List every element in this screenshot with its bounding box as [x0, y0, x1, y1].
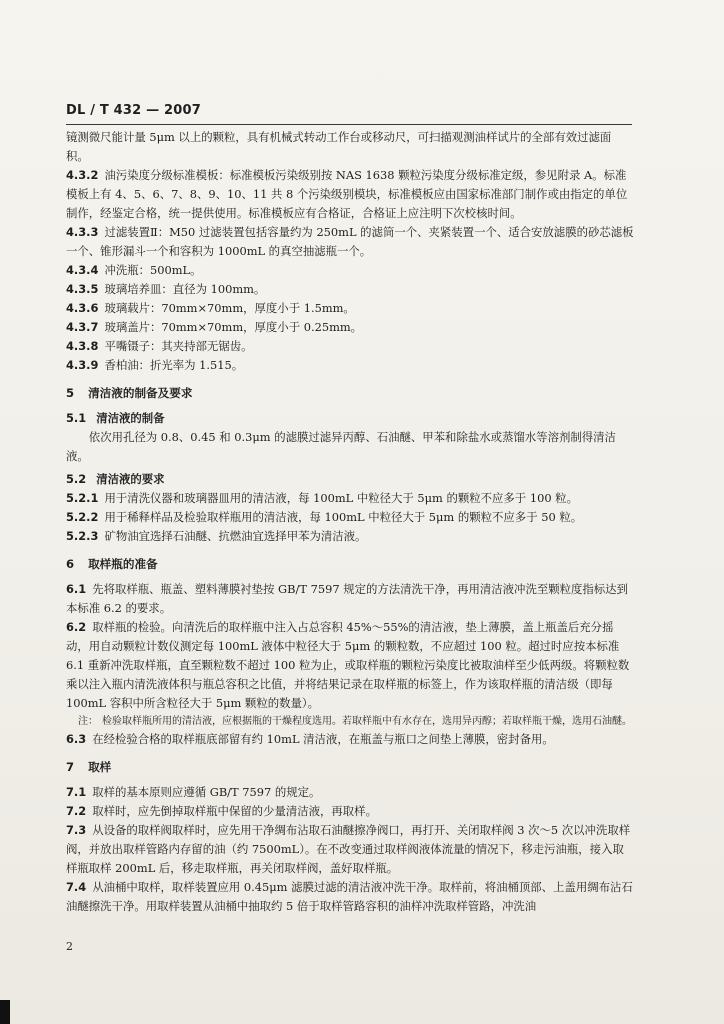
clause-4-3-7 — [66, 318, 634, 337]
clause-text: 从设备的取样阀取样时，应先用干净绸布沾取石油醚擦净阀口，再打开、关闭取样阀 3 次～5 次以冲洗取样阀，并放出取样管路内存留的油（约 7500mL）。在不改变通过取样阀液体流量的情况下，移走污油瓶，接入取样瓶取样 200mL 后，移走取样瓶，再关闭取样阀，盖好取样瓶。 — [66, 823, 631, 875]
clause-number: 7.1 — [66, 785, 87, 799]
document-body — [66, 128, 634, 916]
clause-text: 取样的基本原则应遵循 GB/T 7597 的规定。 — [92, 785, 321, 799]
clause-text: 在经检验合格的取样瓶底部留有约 10mL 清洁液，在瓶盖与瓶口之间垫上薄膜，密封备用。 — [92, 732, 554, 746]
clause-text: 玻璃载片：70mm×70mm，厚度小于 1.5mm。 — [104, 301, 355, 315]
clause-text: 平嘴镊子：其夹持部无锯齿。 — [104, 339, 253, 353]
clause-number: 7.4 — [66, 880, 87, 894]
note-label: 注： — [78, 716, 98, 727]
clause-text: 先将取样瓶、瓶盖、塑料薄膜衬垫按 GB/T 7597 规定的方法清洗干净，再用清洁液冲洗至颗粒度指标达到本标准 6.2 的要求。 — [66, 582, 628, 615]
clause-6-3 — [66, 730, 634, 749]
clause-number: 5.2.3 — [66, 529, 99, 543]
clause-number: 6.1 — [66, 582, 87, 596]
clause-4-3-2 — [66, 166, 634, 223]
clause-text: 冲洗瓶：500mL。 — [104, 263, 202, 277]
clause-4-3-5 — [66, 280, 634, 299]
clause-number: 4.3.7 — [66, 320, 99, 334]
clause-text: 玻璃盖片：70mm×70mm，厚度小于 0.25mm。 — [104, 320, 363, 334]
clause-text: 玻璃培养皿：直径为 100mm。 — [104, 282, 266, 296]
clause-number: 4.3.6 — [66, 301, 99, 315]
section-number: 6 — [66, 557, 75, 571]
section-number: 7 — [66, 760, 75, 774]
clause-5-2-2 — [66, 508, 634, 527]
section-5-heading — [66, 384, 634, 403]
clause-text: 矿物油宜选择石油醚、抗燃油宜选择甲苯为清洁液。 — [104, 529, 367, 543]
header-rule — [66, 124, 632, 125]
clause-text: 从油桶中取样，取样装置应用 0.45μm 滤膜过滤的清洁液冲洗干净。取样前，将油桶顶部、上盖用绸布沾石油醚擦洗干净。用取样装置从油桶中抽取约 5 倍于取样管路容积的油样冲洗取样管路，冲洗油 — [66, 880, 633, 913]
clause-number: 4.3.3 — [66, 225, 99, 239]
clause-5-2-heading — [66, 470, 634, 489]
section-title: 清洁液的制备及要求 — [88, 386, 193, 400]
clause-4-3-9 — [66, 356, 634, 375]
clause-number: 6.3 — [66, 732, 87, 746]
clause-number: 5.1 — [66, 411, 87, 425]
clause-number: 4.3.5 — [66, 282, 99, 296]
clause-4-3-4 — [66, 261, 634, 280]
clause-4-3-8 — [66, 337, 634, 356]
clause-7-4 — [66, 878, 634, 916]
clause-4-3-6 — [66, 299, 634, 318]
clause-7-3 — [66, 821, 634, 878]
clause-6-1 — [66, 580, 634, 618]
clause-number: 5.2.2 — [66, 510, 99, 524]
section-number: 5 — [66, 386, 75, 400]
clause-4-3-3 — [66, 223, 634, 261]
clause-text: 取样瓶的检验。向清洗后的取样瓶中注入占总容积 45%～55%的清洁液，垫上薄膜，盖上瓶盖后充分摇动，用自动颗粒计数仪测定每 100mL 液体中粒径大于 5μm 的颗粒数，不应超过 100 粒。超过时应按本标准 6.1 重新冲洗取样瓶，直至颗粒数不超过 100 粒为止，或取样瓶的颗粒污染度比被取油样至少低两级。将颗粒数乘以注入瓶内清洗液体积与瓶总容积之比值，并将结果记录在取样瓶的标签上，作为该取样瓶的清洁级（即每 100mL 容积中所含粒径大于 5μm 颗粒的数量）。 — [66, 620, 630, 710]
clause-6-2 — [66, 618, 634, 713]
clause-title: 清洁液的要求 — [96, 472, 165, 486]
clause-number: 4.3.9 — [66, 358, 99, 372]
clause-5-2-3 — [66, 527, 634, 546]
section-title: 取样瓶的准备 — [88, 557, 158, 571]
clause-text: 用于清洗仪器和玻璃器皿用的清洁液，每 100mL 中粒径大于 5μm 的颗粒不应多于 100 粒。 — [104, 491, 578, 505]
clause-text: 取样时，应先倒掉取样瓶中保留的少量清洁液，再取样。 — [92, 804, 377, 818]
paragraph-intro: 镜测微尺能计量 5μm 以上的颗粒，具有机械式转动工作台或移动尺，可扫描观测油样试片的全部有效过滤面积。 — [66, 130, 612, 163]
note-text: 检验取样瓶所用的清洁液，应根据瓶的干燥程度选用。若取样瓶中有水存在，选用异丙醇；若取样瓶干燥，选用石油醚。 — [102, 716, 632, 727]
clause-text: 油污染度分级标准模板：标准模板污染级别按 NAS 1638 颗粒污染度分级标准定级，参见附录 A。标准模板上有 4、5、6、7、8、9、10、11 共 8 个污染级别模块，标准模板应由国家标准部门制作或由指定的单位制作，经鉴定合格，统一提供使用。标准模板应有合格证，合格证上应注明下次校核时间。 — [66, 168, 628, 220]
clause-number: 6.2 — [66, 620, 87, 634]
clause-7-1 — [66, 783, 634, 802]
clause-text: 过滤装置Ⅱ：M50 过滤装置包括容量约为 250mL 的滤筒一个、夹紧装置一个、适合安放滤膜的砂芯滤板一个、锥形漏斗一个和容积为 1000mL 的真空抽滤瓶一个。 — [66, 225, 634, 258]
clause-title: 清洁液的制备 — [96, 411, 165, 425]
document-id-header: DL / T 432 — 2007 — [66, 103, 202, 118]
clause-text: 香柏油：折光率为 1.515。 — [104, 358, 244, 372]
clause-number: 4.3.8 — [66, 339, 99, 353]
clause-number: 7.3 — [66, 823, 87, 837]
clause-7-2 — [66, 802, 634, 821]
clause-text: 用于稀释样品及检验取样瓶用的清洁液，每 100mL 中粒径大于 5μm 的颗粒不应多于 50 粒。 — [104, 510, 583, 524]
clause-number: 4.3.2 — [66, 168, 99, 182]
section-6-heading — [66, 555, 634, 574]
clause-5-1-heading — [66, 409, 634, 428]
clause-number: 5.2.1 — [66, 491, 99, 505]
scan-edge-mark — [0, 1000, 10, 1024]
clause-number: 5.2 — [66, 472, 87, 486]
clause-6-2-note — [66, 713, 634, 730]
section-title: 取样 — [88, 760, 112, 774]
page-number: 2 — [66, 940, 73, 953]
clause-5-2-1 — [66, 489, 634, 508]
clause-number: 4.3.4 — [66, 263, 99, 277]
section-7-heading — [66, 758, 634, 777]
clause-5-1-text: 依次用孔径为 0.8、0.45 和 0.3μm 的滤膜过滤异丙醇、石油醚、甲苯和除盐水或蒸馏水等溶剂制得清洁液。 — [66, 430, 616, 463]
clause-number: 7.2 — [66, 804, 87, 818]
